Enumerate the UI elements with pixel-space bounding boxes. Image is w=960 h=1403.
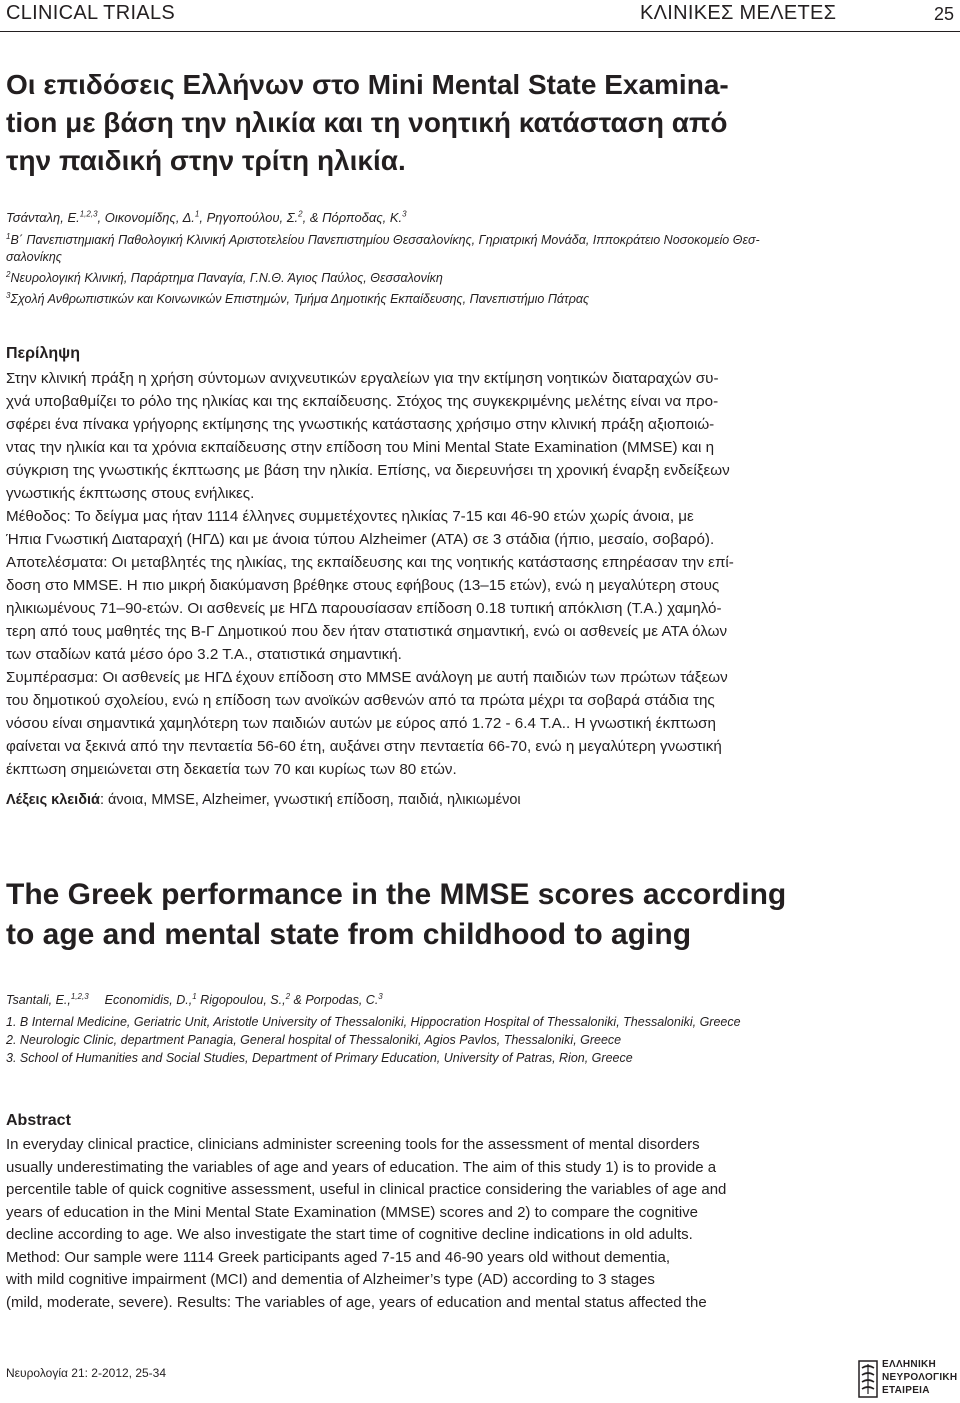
abstract-line: τερη από τους μαθητές της Β-Γ Δημοτικού που δεν ήταν στατιστικά σημαντική, ενώ οι ασθενείς με ΑΤΑ όλων [6, 623, 728, 640]
abstract-line: Method: Our sample were 1114 Greek participants aged 7-15 and 46-90 years old without dementia, [6, 1248, 670, 1266]
affiliation-line: σαλονίκης [6, 250, 62, 264]
affiliation-text: Νευρολογική Κλινική, Παράρτημα Παναγία, Γ.Ν.Θ. Άγιος Παύλος, Θεσσαλονίκη [10, 271, 443, 285]
greek-affiliations [6, 232, 956, 308]
abstract-line: with mild cognitive impairment (MCI) and dementia of Alzheimer’s type (AD) according to 3 stages [6, 1271, 655, 1288]
abstract-line: των σταδίων κατά μέσο όρο 3.2 Τ.Α., στατιστικά σημαντική. [6, 646, 402, 663]
greek-title-line: tion με βάση την ηλικία και τη νοητική κατάσταση από [6, 107, 728, 138]
abstract-line: έκπτωση σημειώνεται στη δεκαετία των 70 και κυρίως των 80 ετών. [6, 761, 457, 778]
neuron-logo-icon [858, 1360, 878, 1398]
header-divider [0, 31, 960, 32]
affiliation-line: 3. School of Humanities and Social Studies, Department of Primary Education, University of Patras, Rion, Greece [6, 1051, 633, 1065]
abstract-line: Αποτελέσματα: Οι μεταβλητές της ηλικίας, της εκπαίδευσης και της νοητικής κατάστασης επηρέασαν την επί- [6, 554, 734, 571]
abstract-line: decline according to age. We also investigate the start time of cognitive decline indications in old adults. [6, 1226, 693, 1243]
abstract-line: (mild, moderate, severe). Results: The variables of age, years of education and mental status affected the [6, 1293, 707, 1311]
greek-keywords [6, 792, 521, 808]
running-header-right: ΚΛΙΝΙΚΕΣ ΜΕΛΕΤΕΣ [640, 2, 837, 24]
author-name: Rigopoulou, S., [196, 993, 286, 1007]
journal-citation: Νευρολογία 21: 2-2012, 25-34 [6, 1366, 167, 1380]
affiliation-text: Β΄ Πανεπιστημιακή Παθολογική Κλινική Αριστοτελείου Πανεπιστημίου Θεσσαλονίκης, Γηριατρική Μονάδα, Ιπποκράτειο Νοσοκομείο Θεσ- [10, 233, 760, 247]
author-name: & Porpodas, C. [290, 993, 379, 1007]
author-name: Economidis, D., [104, 993, 193, 1007]
author-superscript: 1 [192, 991, 197, 1001]
author-name: Τσάνταλη, Ε. [6, 210, 80, 225]
logo-text [882, 1358, 957, 1397]
abstract-line: ηλικιωμένους 71–90-ετών. Οι ασθενείς με ΗΓΔ παρουσίασαν επίδοση 0.18 τυπική απόκλιση (Τ.Α.) χαμηλό- [6, 600, 722, 617]
abstract-line: Στην κλινική πράξη η χρήση σύντομων ανιχνευτικών εργαλείων για την εκτίμηση νοητικών διαταραχών συ- [6, 370, 719, 387]
abstract-line: In everyday clinical practice, clinicians administer screening tools for the assessment of mental disorders [6, 1136, 700, 1153]
affiliation-superscript: 1 [6, 231, 11, 241]
abstract-line: Συμπέρασμα: Οι ασθενείς με ΗΓΔ έχουν επίδοση στο MMSE ανάλογη με αυτή παιδιών των πρώτων τάξεων [6, 669, 728, 686]
affiliation-line [6, 270, 956, 287]
english-authors [6, 993, 383, 1007]
greek-title [6, 66, 906, 180]
running-header-left: CLINICAL TRIALS [6, 2, 176, 24]
society-logo [858, 1356, 958, 1402]
english-title-line: The Greek performance in the MMSE scores according [6, 878, 787, 911]
affiliation-text: Σχολή Ανθρωπιστικών και Κοινωνικών Επιστημών, Τμήμα Δημοτικής Εκπαίδευσης, Πανεπιστήμιο Πάτρας [10, 292, 590, 306]
abstract-line: νόσου είναι σημαντικά χαμηλότερη των παιδιών αυτών με εύρος από 1.72 - 6.4 Τ.Α.. Η γνωστική έκπτωση [6, 715, 716, 732]
greek-title-line: Οι επιδόσεις Ελλήνων στο Mini Mental State Examina- [6, 69, 729, 100]
affiliation-superscript: 2 [6, 269, 11, 279]
abstract-line: του δημοτικού σχολείου, ενώ η επίδοση των ανοϊκών ασθενών από τα πρώτα μέχρι τα σοβαρά στάδια της [6, 692, 715, 709]
affiliation-superscript: 3 [6, 290, 11, 300]
author-name: Tsantali, E., [6, 993, 71, 1007]
affiliation-line [6, 291, 956, 308]
english-abstract-body [6, 1134, 946, 1314]
abstract-line: percentile table of quick cognitive assessment, useful in clinical practice considering the variables of age and [6, 1181, 727, 1198]
author-name: , & Πόρποδας, Κ. [302, 210, 403, 225]
logo-text-line: ΝΕΥΡΟΛΟΓΙΚΗ [882, 1372, 958, 1383]
logo-text-line: ΕΛΛΗΝΙΚΗ [882, 1359, 937, 1370]
logo-text-line: ΕΤΑΙΡΕΙΑ [882, 1385, 930, 1396]
affiliation-line: 1. B Internal Medicine, Geriatric Unit, Aristotle University of Thessaloniki, Hippocration Hospital of Thessaloniki, Thessaloniki, Greece [6, 1015, 741, 1029]
affiliation-line: 2. Neurologic Clinic, department Panagia, General hospital of Thessaloniki, Agios Pavlos, Thessaloniki, Greece [6, 1033, 622, 1047]
page-number: 25 [934, 4, 955, 24]
author-superscript: 2 [285, 991, 291, 1001]
greek-abstract-body [6, 367, 946, 781]
author-superscript: 1,2,3 [79, 209, 98, 219]
author-superscript: 1,2,3 [70, 991, 89, 1001]
english-title-line: to age and mental state from childhood to aging [6, 918, 692, 951]
keywords-text: : άνοια, MMSE, Alzheimer, γνωστική επίδοση, παιδιά, ηλικιωμένοι [99, 792, 521, 808]
abstract-line: σφέρει ένα πίνακα γρήγορης εκτίμησης της γνωστικής κατάστασης χρήσιμο στην κλινική πράξη αξιοποιώ- [6, 416, 715, 433]
abstract-line: γνωστικής έκπτωσης στους ενήλικες. [6, 485, 255, 502]
author-name: , Ρηγοπούλου, Σ. [199, 210, 299, 225]
affiliation-line [6, 232, 956, 249]
abstract-line: Ήπια Γνωστική Διαταραχή (ΗΓΔ) και με άνοια τύπου Alzheimer (ΑΤΑ) σε 3 στάδια (ήπιο, μεσαίο, σοβαρό). [6, 531, 715, 548]
author-superscript: 2 [298, 209, 303, 219]
abstract-line: δοση στο MMSE. Η πιο μικρή διακύμανση βρέθηκε στους εφήβους (13–15 ετών), ενώ η μεγαλύτερη στους [6, 577, 720, 594]
greek-abstract-heading: Περίληψη [6, 345, 80, 362]
greek-title-line: την παιδική στην τρίτη ηλικία. [6, 145, 406, 176]
abstract-line: years of education in the Mini Mental State Examination (MMSE) scores and 2) to compare the cognitive [6, 1203, 698, 1221]
author-name: , Οικονομίδης, Δ. [97, 210, 195, 225]
abstract-line: φαίνεται να ξεκινά από την πενταετία 56-60 έτη, αυξάνει στην πενταετία 66-70, ενώ η μεγαλύτερη γνωστική [6, 738, 722, 755]
abstract-line: σύγκριση της γνωστικής έκπτωσης με βάση την ηλικία. Επίσης, να διερευνήσει τη χρονική έναρξη ενδείξεων [6, 462, 730, 479]
abstract-line: χνά υποβαθμίζει το ρόλο της ηλικίας και της εκπαίδευσης. Στόχος της συγκεκριμένης μελέτης είναι να προ- [6, 393, 719, 410]
english-affiliations [6, 1013, 741, 1067]
author-superscript: 1 [194, 209, 200, 219]
english-abstract-heading: Abstract [6, 1112, 71, 1129]
abstract-line: usually underestimating the variables of age and years of education. The aim of this study 1) is to provide a [6, 1158, 717, 1176]
keywords-label: Λέξεις κλειδιά [6, 792, 100, 808]
author-superscript: 3 [402, 209, 407, 219]
greek-authors [6, 210, 407, 225]
abstract-line: Μέθοδος: Το δείγμα μας ήταν 1114 έλληνες συμμετέχοντες ηλικίας 7-15 και 46-90 ετών χωρίς άνοια, με [6, 508, 694, 525]
english-title [6, 875, 786, 955]
author-superscript: 3 [378, 991, 383, 1001]
abstract-line: ντας την ηλικία και τα χρόνια εκπαίδευσης στην επίδοση του Mini Mental State Examination (MMSE) και η [6, 439, 715, 456]
